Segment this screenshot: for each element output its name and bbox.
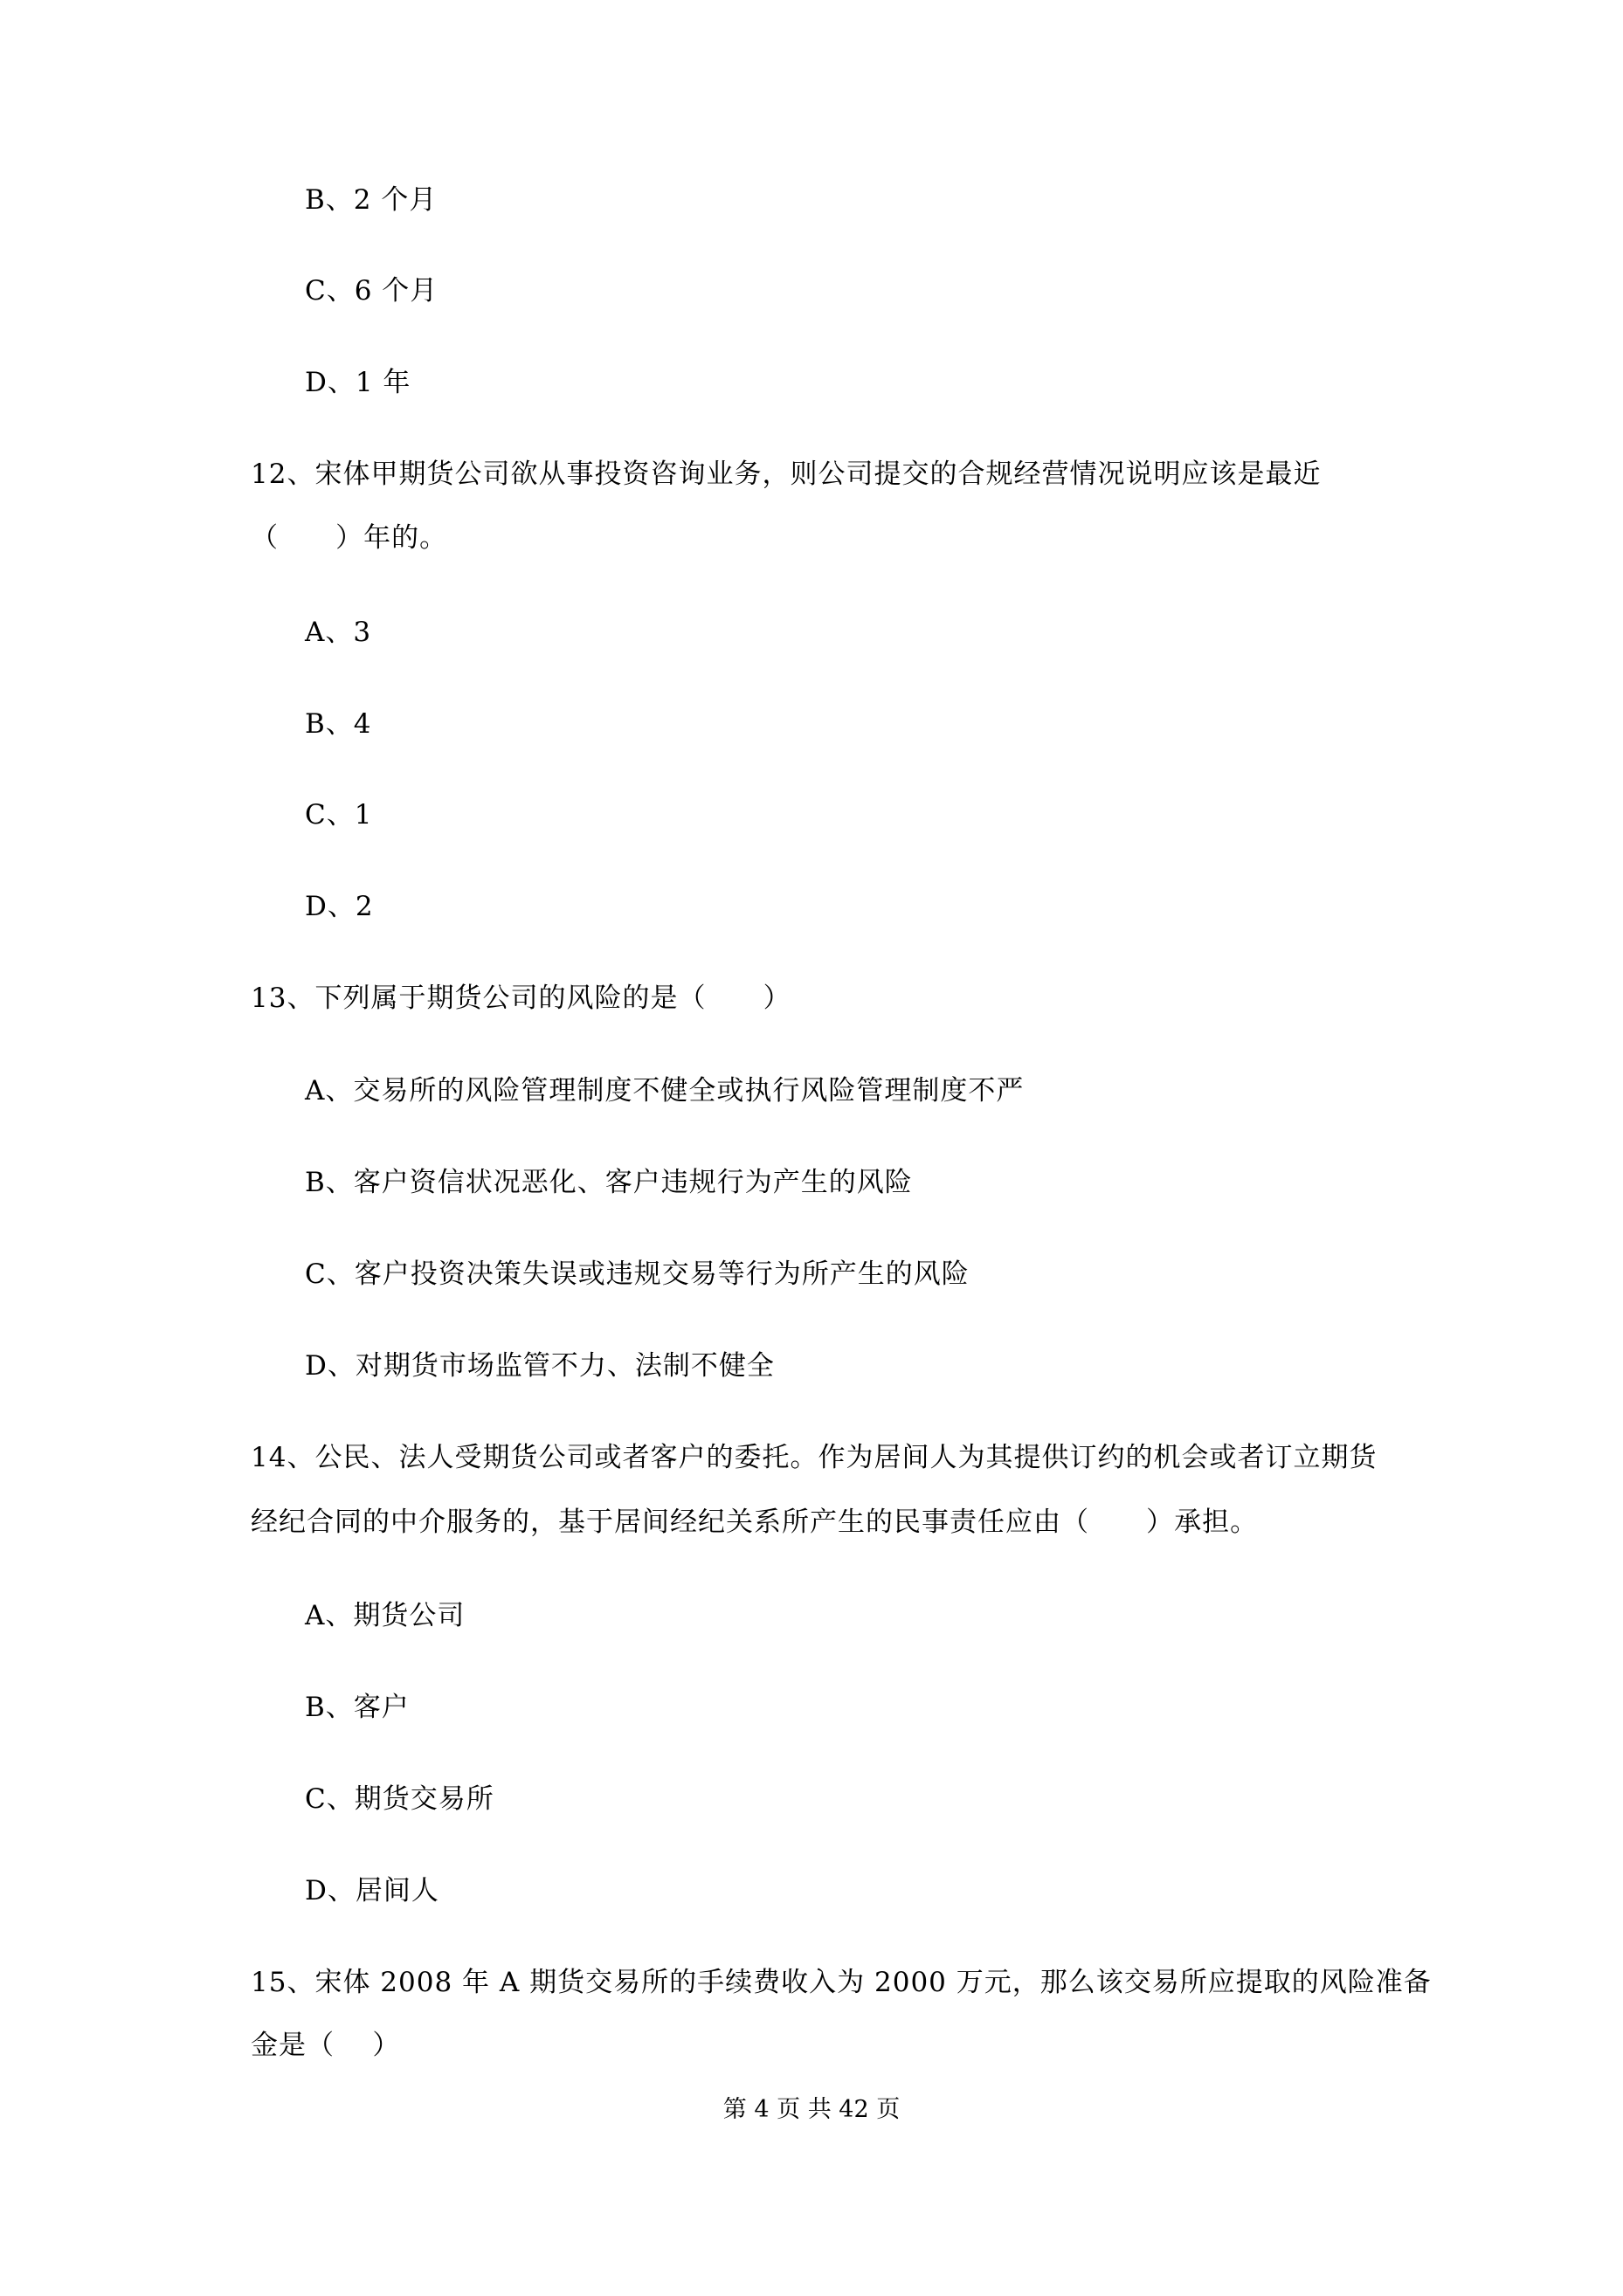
q13-option-b: B、客户资信状况恶化、客户违规行为产生的风险 [305, 1167, 913, 1198]
q13-stem: 13、下列属于期货公司的风险的是（ ） [251, 983, 791, 1014]
q11-option-b: B、2 个月 [305, 184, 438, 216]
q13-option-a: A、交易所的风险管理制度不健全或执行风险管理制度不严 [305, 1075, 1025, 1107]
q13-option-c: C、客户投资决策失误或违规交易等行为所产生的风险 [305, 1258, 970, 1290]
q11-option-d: D、1 年 [305, 367, 411, 398]
q12-stem-line2: （ ）年的。 [251, 522, 448, 554]
q14-option-d: D、居间人 [305, 1875, 439, 1906]
q14-stem-line2: 经纪合同的中介服务的，基于居间经纪关系所产生的民事责任应由（ ）承担。 [251, 1507, 1259, 1538]
q14-option-c: C、期货交易所 [305, 1783, 494, 1815]
q12-option-d: D、2 [305, 891, 374, 922]
q13-option-d: D、对期货市场监管不力、法制不健全 [305, 1350, 775, 1382]
q12-option-b: B、4 [305, 708, 372, 740]
q12-option-a: A、3 [305, 617, 372, 648]
q14-option-a: A、期货公司 [305, 1600, 466, 1631]
page-number-footer: 第 4 页 共 42 页 [722, 2096, 901, 2123]
q14-option-b: B、客户 [305, 1692, 410, 1723]
q11-option-c: C、6 个月 [305, 275, 439, 307]
q14-stem-line1: 14、公民、法人受期货公司或者客户的委托。作为居间人为其提供订约的机会或者订立期货 [251, 1442, 1378, 1473]
q15-stem-line2: 金是（ ） [251, 2030, 401, 2061]
q12-option-c: C、1 [305, 799, 373, 831]
q12-stem-line1: 12、宋体甲期货公司欲从事投资咨询业务，则公司提交的合规经营情况说明应该是最近 [251, 459, 1322, 490]
q15-stem-line1: 15、宋体 2008 年 A 期货交易所的手续费收入为 2000 万元，那么该交易所应提取的风险准备 [251, 1967, 1432, 1998]
